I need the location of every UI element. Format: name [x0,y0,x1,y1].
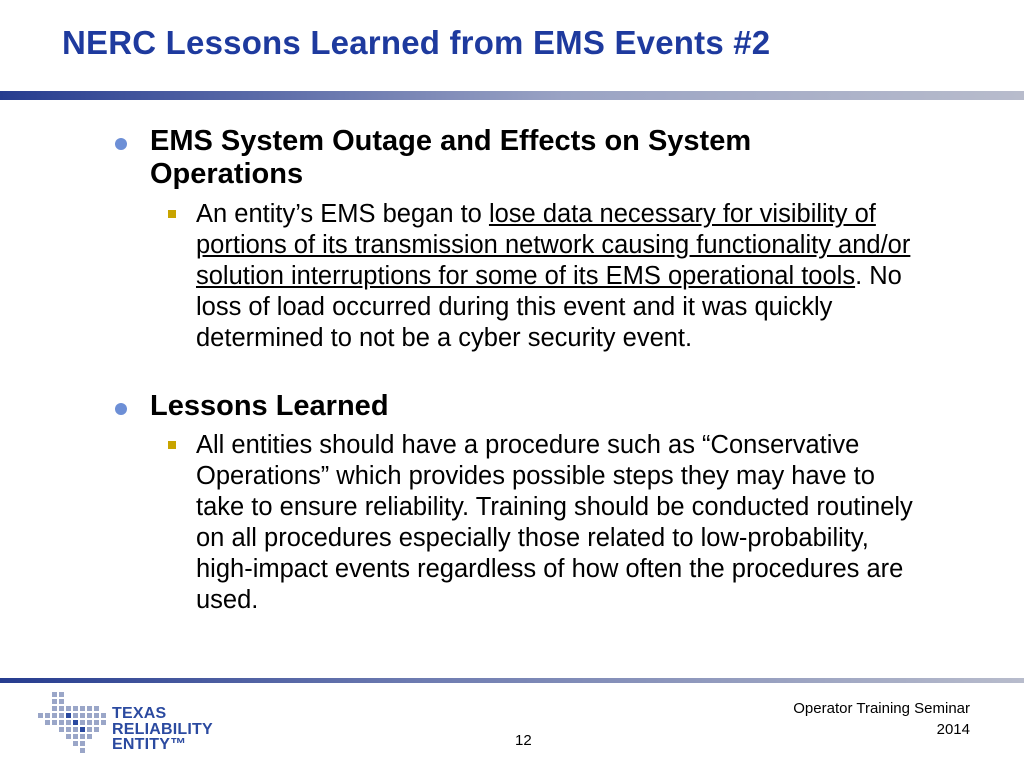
sub-bullet-text-prefix: An entity’s EMS began to [196,200,489,228]
slide-title: NERC Lessons Learned from EMS Events #2 [62,24,771,61]
logo-wordmark [112,706,213,753]
footer-seminar [793,698,970,740]
page-number: 12 [515,732,532,749]
seminar-name: Operator Training Seminar [793,700,970,717]
sub-bullet-text-underlined: lose data necessary for visibility of portions of its transmission network causing functionality and/or solution interruptions for some of its EMS operational tools [196,200,911,290]
sub-bullet-marker [168,441,176,449]
logo-line-reliability: RELIABILITY [112,720,213,738]
title-divider [0,91,1024,100]
bullet-dot [115,403,127,415]
sub-bullet-text-suffix: . No loss of load occurred during this event and it was quickly determined to not be a cyber security event. [196,262,902,352]
sub-bullet-marker [168,210,176,218]
bullet-heading-lessons-learned: Lessons Learned [150,390,389,422]
sub-bullet-lessons-learned: All entities should have a procedure such as “Conservative Operations” which provides possible steps they may have to take to ensure reliability. Training should be conducted routinely on all procedures especially those related to low-probability, high-impact events regardless of how often the procedures are used. [196,431,913,614]
bullet-dot [115,138,127,150]
logo-line-texas: TEXAS [112,705,167,722]
bullet-heading-ems-outage: EMS System Outage and Effects on System Operations [150,125,752,190]
footer-divider [0,678,1024,683]
seminar-year: 2014 [936,721,970,738]
sub-bullet-ems-outage [196,199,916,354]
logo-line-entity: ENTITY™ [112,736,187,753]
